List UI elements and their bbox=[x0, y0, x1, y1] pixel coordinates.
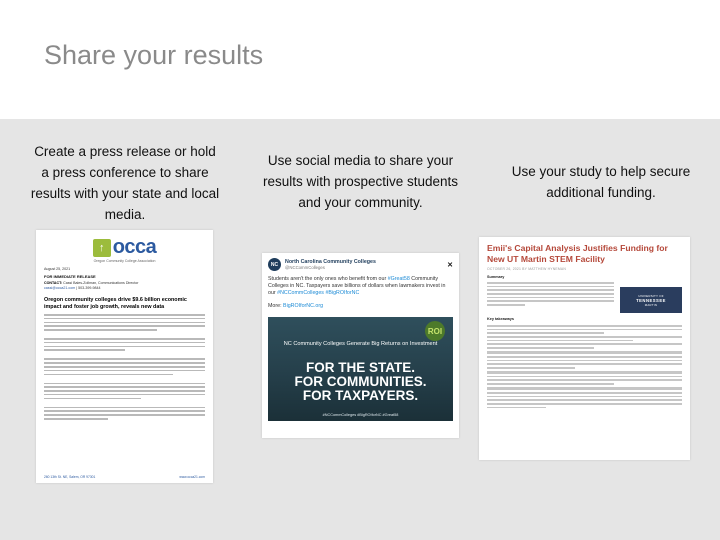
press-caption: Create a press release or hold a press conference to share results with your state and local media. bbox=[30, 144, 220, 222]
article-meta: OCTOBER 26, 2021 BY MATTHEW HYNEMAN bbox=[487, 267, 566, 271]
press-release-image bbox=[36, 230, 213, 483]
release-headline: Oregon community colleges drive $9.6 billion economic impact and foster job growth, reveals new data bbox=[44, 297, 187, 310]
post-text-part: Students aren't the only ones who benefit from our bbox=[268, 276, 387, 282]
slogan-line: FOR COMMUNITIES. bbox=[294, 374, 427, 389]
occa-logo-text: occa bbox=[112, 236, 157, 258]
hashtag: #Great58 bbox=[387, 276, 410, 282]
account-handle: @NCCommColleges bbox=[285, 265, 325, 270]
avatar: NC bbox=[268, 258, 281, 271]
post-image-hashtags: #NCCommColleges #BigROIforNC #Great58 bbox=[322, 413, 399, 417]
footer-site: www.occa21.com bbox=[179, 475, 205, 479]
contact-label: CONTACT: bbox=[44, 281, 63, 285]
post-image-heading: NC Community Colleges Generate Big Returns on Investment bbox=[283, 341, 438, 347]
contact-phone: | 503-399-9844 bbox=[76, 286, 101, 290]
post-image-slogan bbox=[268, 361, 453, 403]
social-caption: Use social media to share your results with prospective students and your community. bbox=[262, 153, 459, 210]
summary-row bbox=[487, 281, 682, 313]
contact-email: cassi@occa21.com bbox=[44, 286, 76, 290]
funding-caption: Use your study to help secure additional funding. bbox=[511, 164, 691, 200]
post-text-part: Community Colleges in NC. Taxpayers save billions of dollars when lawmakers invest in our bbox=[268, 276, 446, 296]
hashtag: #BigROIforNC bbox=[325, 290, 360, 296]
summary-label: Summary bbox=[487, 275, 505, 279]
ut-martin-logo bbox=[620, 287, 682, 313]
takeaways-label: Key takeaways bbox=[487, 317, 515, 321]
post-header bbox=[268, 258, 453, 271]
article-image bbox=[479, 237, 690, 460]
slogan-line: FOR TAXPAYERS. bbox=[302, 388, 419, 403]
post-text bbox=[268, 276, 453, 297]
article-body bbox=[487, 325, 682, 408]
logo-line: TENNESSEE bbox=[636, 297, 666, 303]
roi-badge: ROI bbox=[425, 321, 445, 341]
occa-logo-icon: ↑ bbox=[93, 239, 111, 257]
release-date: August 25, 2021 bbox=[44, 267, 71, 271]
footer-address: 260 13th St. NE, Salem, OR 97301 bbox=[44, 475, 96, 479]
summary-text bbox=[487, 282, 614, 313]
more-link: BigROIforNC.org bbox=[283, 303, 324, 309]
more-label: More: bbox=[268, 303, 282, 309]
post-more bbox=[268, 303, 453, 309]
release-body bbox=[44, 314, 205, 420]
account-name: North Carolina Community Colleges bbox=[285, 259, 376, 265]
hashtag: #NCCommColleges bbox=[277, 290, 324, 296]
occa-logo-subtitle: Oregon Community College Association bbox=[93, 259, 156, 263]
slide-title: Share your results bbox=[44, 40, 264, 70]
occa-logo bbox=[44, 236, 205, 259]
release-footer bbox=[44, 475, 205, 479]
logo-line: UNIVERSITY OF bbox=[638, 293, 664, 298]
release-contact bbox=[44, 281, 205, 291]
article-title: Emii's Capital Analysis Justifies Funding for New UT Martin STEM Facility bbox=[487, 243, 668, 264]
release-label: FOR IMMEDIATE RELEASE bbox=[44, 274, 96, 279]
social-post-image bbox=[262, 253, 459, 438]
logo-line: MARTIN bbox=[644, 302, 658, 307]
slogan-line: FOR THE STATE. bbox=[306, 360, 415, 375]
post-image bbox=[268, 317, 453, 421]
x-logo-icon: ✕ bbox=[447, 261, 453, 269]
contact-name: Cassi Bales-Zollman, Communications Director bbox=[63, 281, 139, 285]
